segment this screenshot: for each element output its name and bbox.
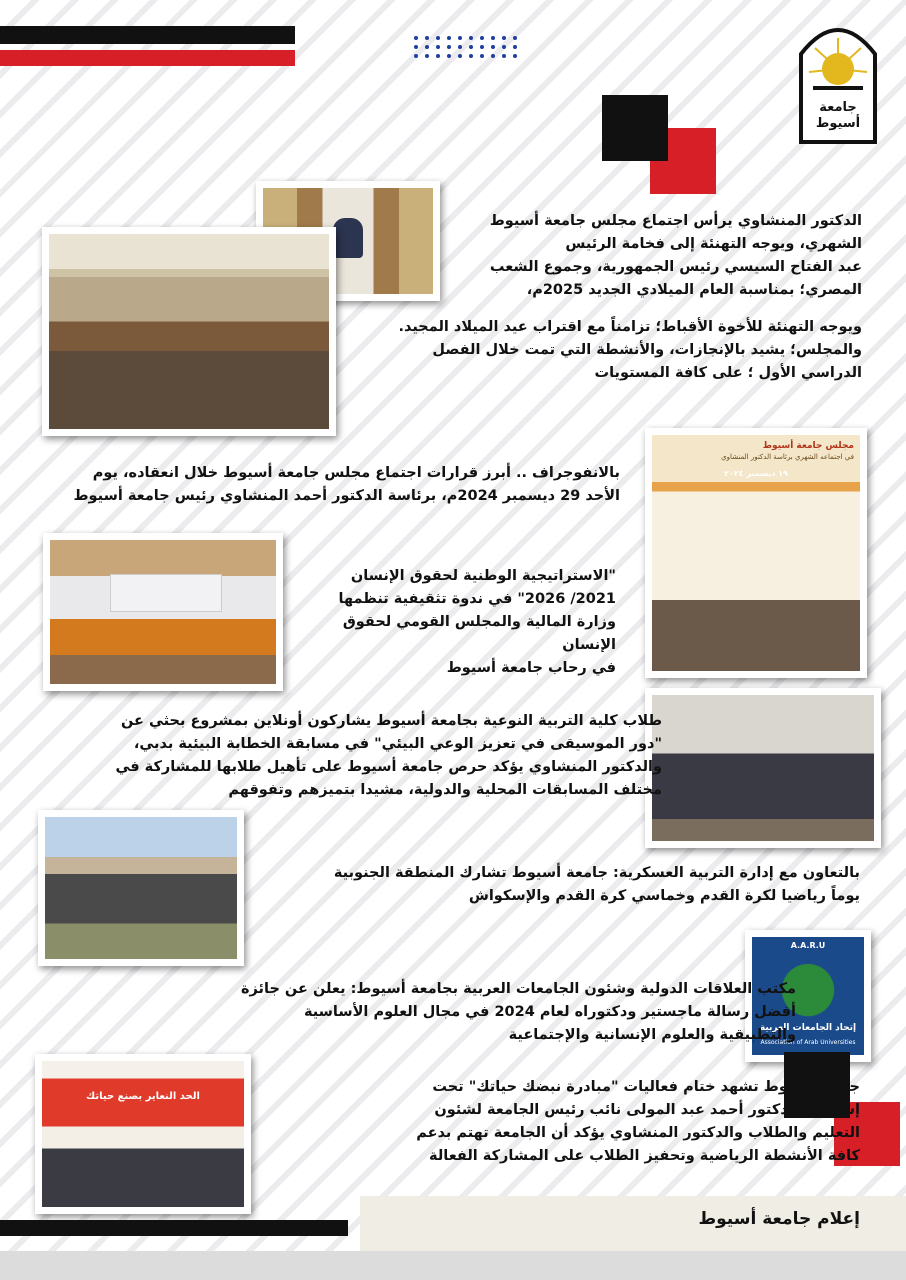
article-8-text: جامعة أسيوط تشهد ختام فعاليات "مبادرة نبضك حياتك" تحت إشراف؛ الدكتور أحمد عبد المولى نائب رئيس الجامعة لشئون التعليم والطلاب والدكتور المنشاوي يؤكد أن الجامعة تهتم بدعم كافة الأنشطة الرياضية وتحفيز الطلاب على المشاركة الفعالة xyxy=(416,1079,860,1164)
university-logo xyxy=(793,14,883,144)
article-2-text: ويوجه التهنئة للأخوة الأقباط؛ تزامناً مع اقتراب عيد الميلاد المجيد. والمجلس؛ يشيد بالإنجازات، والأنشطة التي تمت خلال الفصل الدراسي الأول ؛ على كافة المستويات xyxy=(398,319,862,381)
poster-title: مجلس جامعة أسيوط xyxy=(762,441,854,451)
article-6-text: بالتعاون مع إدارة التربية العسكرية: جامعة أسيوط تشارك المنطقة الجنوبية يوماً رياضيا لكرة القدم وخماسي كرة القدم والإسكواش xyxy=(333,865,860,904)
photo-football-team xyxy=(38,810,244,966)
banner-title: الحد النعاير بصنع حياتك xyxy=(86,1091,200,1102)
article-1-text: الدكتور المنشاوي يرأس اجتماع مجلس جامعة أسيوط الشهري، ويوجه التهنئة إلى فخامة الرئيس عبد الفتاح السيسي رئيس الجمهورية، وجموع الشعب المصري؛ بمناسبة العام الميلادي الجديد 2025م، xyxy=(489,213,862,298)
top-red-bar xyxy=(0,50,295,66)
photo-council-meeting xyxy=(42,227,336,436)
photo-seminar-hall xyxy=(43,533,283,691)
article-4-text: "الاستراتيجية الوطنية لحقوق الإنسان 2021/ 2026" في ندوة تثقيفية تنظمها وزارة المالية والمجلس القومي لحقوق الإنسان في رحاب جامعة أسيوط xyxy=(338,568,616,676)
aaru-arabic: إتحاد الجامعات العربية xyxy=(759,1023,857,1033)
black-square xyxy=(602,95,668,161)
article-5-text: طلاب كلية التربية النوعية بجامعة أسيوط يشاركون أونلاين بمشروع بحثي عن "دور الموسيقى في تعزيز الوعي البيئي" في مسابقة الخطابة البيئية بدبي، والدكتور المنشاوي يؤكد حرص جامعة أسيوط على تأهيل طلابها للمشاركة في مختلف المسابقات المحلية والدولية، مشيدا بتميزهم وتفوقهم xyxy=(115,713,662,798)
top-black-bar xyxy=(0,26,295,44)
decorative-dots xyxy=(414,36,519,58)
footer-text: إعلام جامعة أسيوط xyxy=(698,1209,860,1229)
bottom-black-bar xyxy=(0,1220,348,1236)
poster-subtitle: في اجتماعه الشهري برئاسة الدكتور المنشاوي xyxy=(721,453,854,461)
poster-date: ١٩ ديسمبر ٢٠٢٤ xyxy=(724,469,788,478)
logo-text: جامعة أسيوط xyxy=(815,100,861,131)
photo-initiative-event xyxy=(35,1054,251,1214)
aaru-top: A.A.R.U xyxy=(790,941,826,950)
photo-infographic-poster xyxy=(645,428,867,678)
photo-students-award xyxy=(645,688,881,848)
aaru-english: Association of Arab Universities xyxy=(760,1039,856,1046)
article-3-text: بالانفوجراف .. أبرز قرارات اجتماع مجلس جامعة أسيوط خلال انعقاده، يوم الأحد 29 ديسمبر 2024م، برئاسة الدكتور أحمد المنشاوي رئيس جامعة أسيوط xyxy=(73,465,620,504)
bottom-grey-strip xyxy=(0,1251,906,1280)
article-7-text: مكتب العلاقات الدولية وشئون الجامعات العربية بجامعة أسيوط: يعلن عن جائزة أفضل رسالة ماجستير ودكتوراه لعام 2024 في مجال العلوم الأساسية والتطبيقية والعلوم الإنسانية والإجتماعية xyxy=(240,981,796,1043)
